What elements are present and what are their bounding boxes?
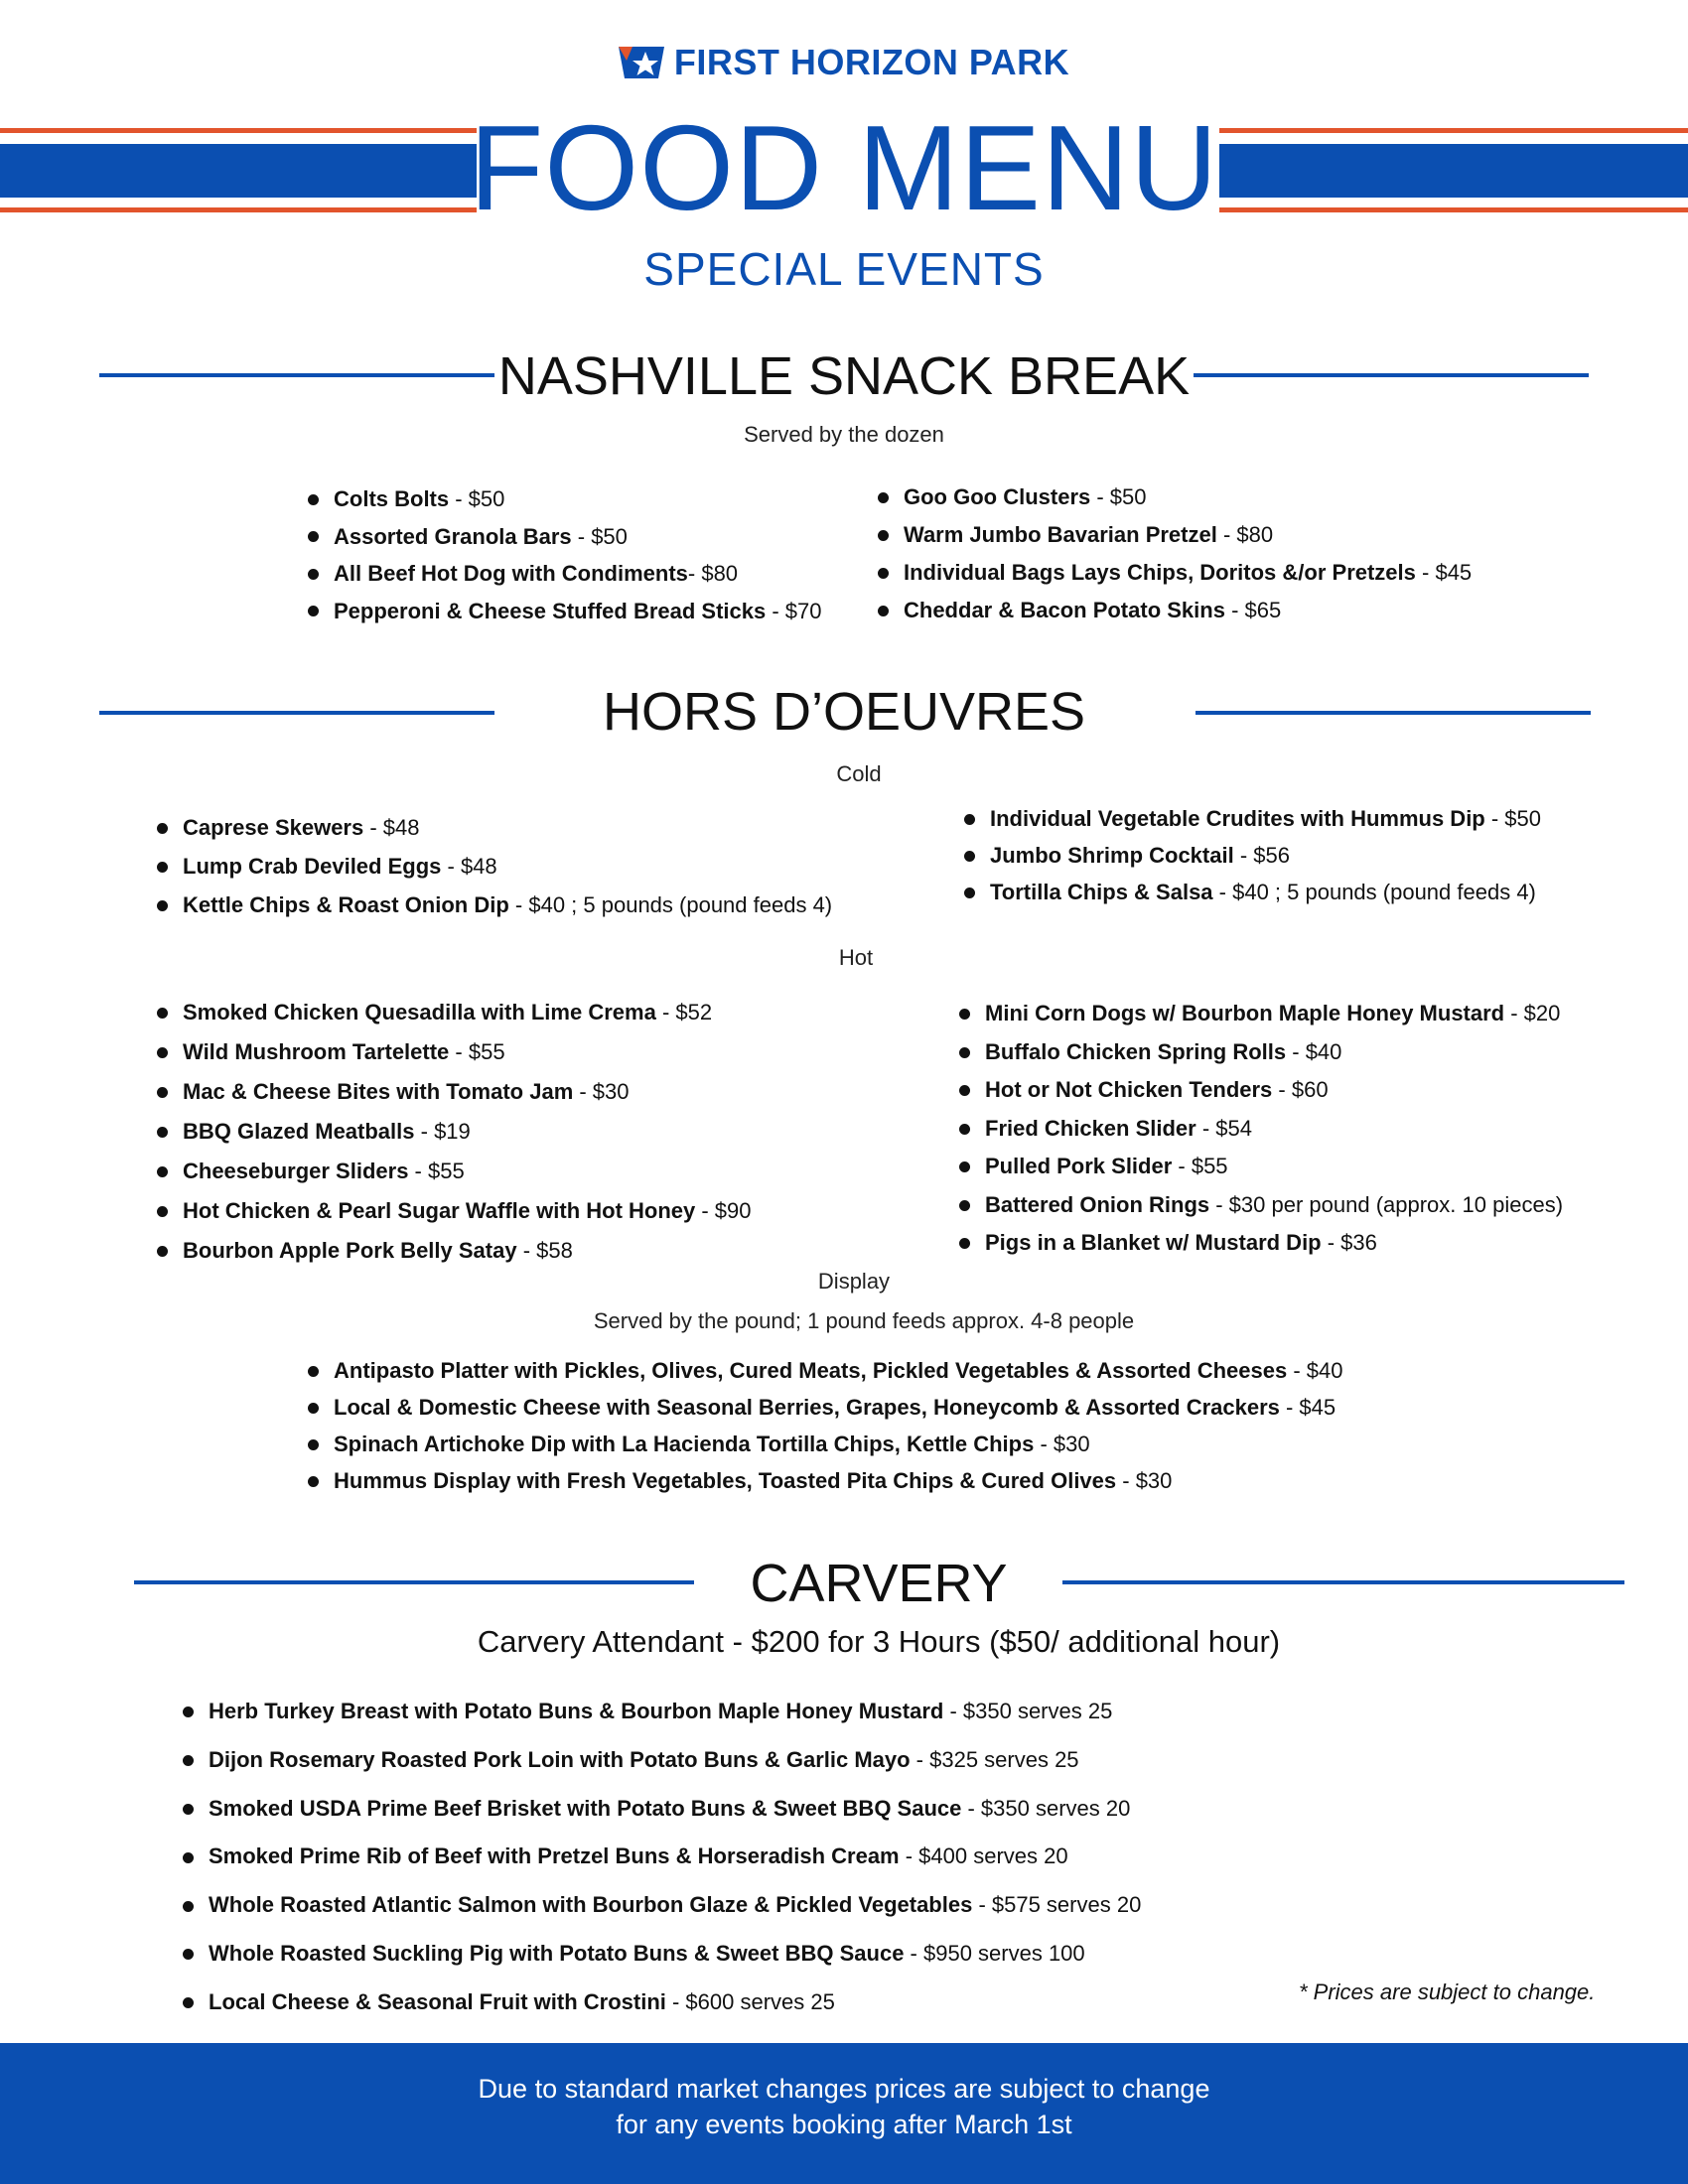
list-item: Pepperoni & Cheese Stuffed Bread Sticks - $70 <box>308 593 822 630</box>
hot-list-left <box>157 993 752 1271</box>
list-item: Bourbon Apple Pork Belly Satay - $58 <box>157 1231 752 1271</box>
heading-rule-right <box>1196 711 1591 715</box>
list-item: Kettle Chips & Roast Onion Dip - $40 ; 5 pounds (pound feeds 4) <box>157 886 832 924</box>
list-item: Jumbo Shrimp Cocktail - $56 <box>964 837 1541 874</box>
price-footnote: * Prices are subject to change. <box>1299 1979 1596 2004</box>
list-item: Goo Goo Clusters - $50 <box>878 478 1472 516</box>
list-item: All Beef Hot Dog with Condiments- $80 <box>308 555 822 593</box>
list-item: Whole Roasted Atlantic Salmon with Bourbon Glaze & Pickled Vegetables - $575 serves 20 <box>183 1881 1141 1930</box>
brand-name: FIRST HORIZON PARK <box>673 42 1070 82</box>
list-item: Individual Vegetable Crudites with Hummus Dip - $50 <box>964 800 1541 837</box>
footer-line-1: Due to standard market changes prices are subject to change <box>478 2074 1210 2104</box>
star-flag-icon <box>619 43 664 82</box>
cold-list-left <box>157 808 832 924</box>
heading-rule-right <box>1194 373 1589 377</box>
display-label: Display <box>817 1269 891 1294</box>
snack-heading: NASHVILLE SNACK BREAK <box>497 346 1191 406</box>
snack-list-left <box>308 480 822 629</box>
list-item: Caprese Skewers - $48 <box>157 808 832 847</box>
list-item: Smoked USDA Prime Beef Brisket with Potato Buns & Sweet BBQ Sauce - $350 serves 20 <box>183 1785 1141 1834</box>
list-item: Fried Chicken Slider - $54 <box>959 1110 1563 1149</box>
list-item: Mini Corn Dogs w/ Bourbon Maple Honey Mustard - $20 <box>959 995 1563 1033</box>
list-item: Herb Turkey Breast with Potato Buns & Bourbon Maple Honey Mustard - $350 serves 25 <box>183 1688 1141 1736</box>
list-item: Assorted Granola Bars - $50 <box>308 518 822 556</box>
list-item: Tortilla Chips & Salsa - $40 ; 5 pounds (pound feeds 4) <box>964 874 1541 910</box>
hot-list-right <box>959 995 1563 1263</box>
snack-list-right <box>878 478 1472 629</box>
page-subtitle: SPECIAL EVENTS <box>643 243 1045 295</box>
list-item: Dijon Rosemary Roasted Pork Loin with Potato Buns & Garlic Mayo - $325 serves 25 <box>183 1736 1141 1785</box>
list-item: Smoked Prime Rib of Beef with Pretzel Buns & Horseradish Cream - $400 serves 20 <box>183 1833 1141 1881</box>
list-item: Pulled Pork Slider - $55 <box>959 1148 1563 1186</box>
list-item: Colts Bolts - $50 <box>308 480 822 518</box>
list-item: Hot or Not Chicken Tenders - $60 <box>959 1071 1563 1110</box>
snack-note: Served by the dozen <box>744 422 944 447</box>
list-item: Warm Jumbo Bavarian Pretzel - $80 <box>878 516 1472 554</box>
display-list <box>308 1352 1342 1499</box>
carvery-attendant: Carvery Attendant - $200 for 3 Hours ($50/ additional hour) <box>477 1624 1281 1659</box>
list-item: Individual Bags Lays Chips, Doritos &/or Pretzels - $45 <box>878 554 1472 592</box>
page-title: FOOD MENU <box>469 100 1219 235</box>
footer-line-2: for any events booking after March 1st <box>616 2110 1072 2139</box>
list-item: Hot Chicken & Pearl Sugar Waffle with Hot Honey - $90 <box>157 1191 752 1231</box>
list-item: BBQ Glazed Meatballs - $19 <box>157 1112 752 1152</box>
list-item: Local & Domestic Cheese with Seasonal Berries, Grapes, Honeycomb & Assorted Crackers - $45 <box>308 1389 1342 1426</box>
cold-list-right <box>964 800 1541 910</box>
hors-heading: HORS D’OEUVRES <box>602 682 1086 742</box>
list-item: Spinach Artichoke Dip with La Hacienda Tortilla Chips, Kettle Chips - $30 <box>308 1426 1342 1462</box>
list-item: Whole Roasted Suckling Pig with Potato Buns & Sweet BBQ Sauce - $950 serves 100 <box>183 1930 1141 1979</box>
heading-rule-right <box>1062 1580 1624 1584</box>
brand-header <box>0 42 1688 83</box>
list-item: Pigs in a Blanket w/ Mustard Dip - $36 <box>959 1224 1563 1263</box>
carvery-list <box>183 1688 1141 2027</box>
list-item: Cheeseburger Sliders - $55 <box>157 1152 752 1191</box>
list-item: Battered Onion Rings - $30 per pound (approx. 10 pieces) <box>959 1186 1563 1225</box>
list-item: Antipasto Platter with Pickles, Olives, Cured Meats, Pickled Vegetables & Assorted Cheeses - $40 <box>308 1352 1342 1389</box>
list-item: Cheddar & Bacon Potato Skins - $65 <box>878 592 1472 629</box>
list-item: Wild Mushroom Tartelette - $55 <box>157 1032 752 1072</box>
list-item: Local Cheese & Seasonal Fruit with Crostini - $600 serves 25 <box>183 1979 1141 2027</box>
hot-label: Hot <box>838 945 874 970</box>
display-note: Served by the pound; 1 pound feeds approx. 4-8 people <box>593 1308 1135 1333</box>
list-item: Hummus Display with Fresh Vegetables, Toasted Pita Chips & Cured Olives - $30 <box>308 1462 1342 1499</box>
list-item: Buffalo Chicken Spring Rolls - $40 <box>959 1033 1563 1072</box>
cold-label: Cold <box>836 761 882 786</box>
list-item: Lump Crab Deviled Eggs - $48 <box>157 847 832 886</box>
list-item: Smoked Chicken Quesadilla with Lime Crema - $52 <box>157 993 752 1032</box>
footer-banner <box>0 2043 1688 2184</box>
carvery-heading: CARVERY <box>750 1554 1008 1613</box>
list-item: Mac & Cheese Bites with Tomato Jam - $30 <box>157 1072 752 1112</box>
